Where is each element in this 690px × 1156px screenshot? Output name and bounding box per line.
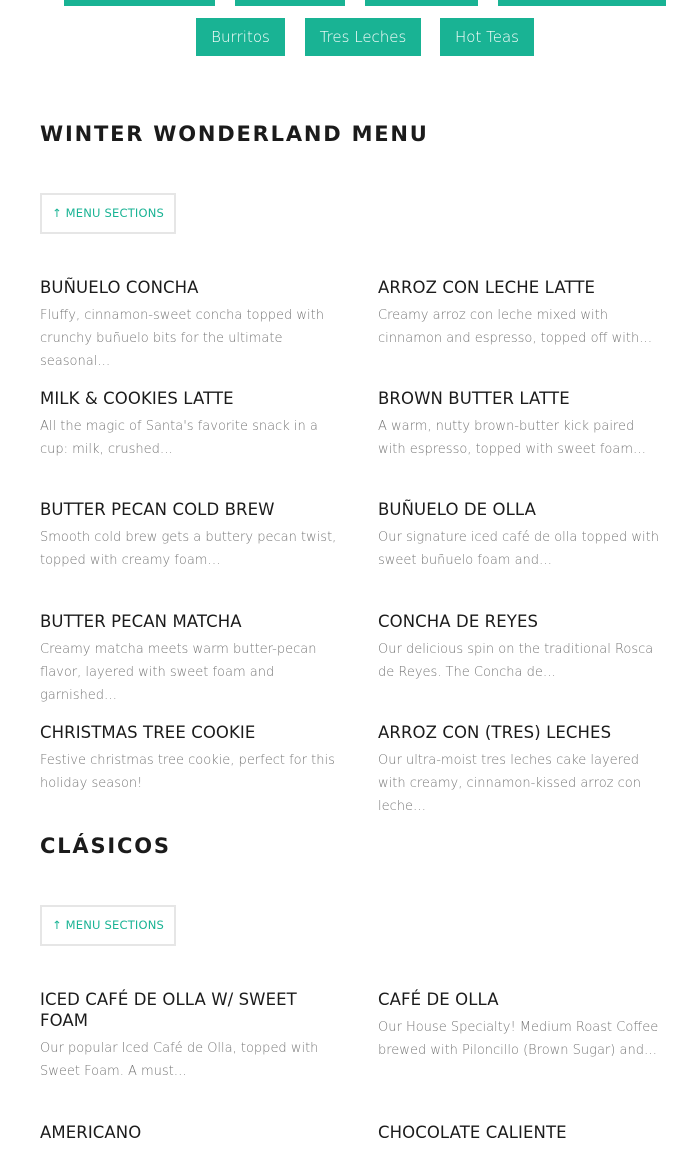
menu-item-name[interactable]: BROWN BUTTER LATTE	[378, 389, 570, 408]
menu-item-description: Our popular Iced Café de Olla, topped with Sweet Foam. A must…	[40, 1041, 319, 1079]
menu-item-description: Fluffy, cinnamon-sweet concha topped with crunchy buñuelo bits for the ultimate seasonal…	[40, 308, 324, 369]
menu-item-description: Our signature iced café de olla topped with sweet buñuelo foam and…	[378, 530, 660, 568]
menu-item-name[interactable]: BUÑUELO CONCHA	[40, 278, 199, 297]
menu-item-description: A warm, nutty brown-butter kick paired with espresso, topped with sweet foam…	[378, 419, 646, 457]
menu-item-name[interactable]: ICED CAFÉ DE OLLA W/ SWEET FOAM	[40, 990, 297, 1030]
tag-button-partial[interactable]	[365, 0, 478, 6]
menu-item[interactable]	[40, 722, 340, 795]
section-title-clasicos: CLÁSICOS	[40, 834, 171, 858]
menu-item[interactable]	[378, 388, 660, 461]
menu-item-description: Our delicious spin on the traditional Rosca de Reyes. The Concha de…	[378, 642, 654, 680]
menu-item[interactable]	[40, 1122, 340, 1149]
menu-item-name[interactable]: BUÑUELO DE OLLA	[378, 500, 536, 519]
menu-item[interactable]	[378, 611, 660, 684]
menu-item-name[interactable]: CHOCOLATE CALIENTE	[378, 1123, 567, 1142]
menu-item-name[interactable]: AMERICANO	[40, 1123, 142, 1142]
menu-item-description: Our ultra-moist tres leches cake layered with creamy, cinnamon-kissed arroz con leche…	[378, 753, 641, 814]
menu-item[interactable]	[40, 989, 340, 1083]
tag-tres-leches[interactable]: Tres Leches	[305, 18, 421, 56]
menu-item[interactable]	[378, 989, 660, 1062]
menu-item-name[interactable]: BUTTER PECAN COLD BREW	[40, 500, 275, 519]
tag-burritos[interactable]: Burritos	[196, 18, 285, 56]
menu-item[interactable]	[40, 388, 340, 461]
menu-sections-button[interactable]: ↑ MENU SECTIONS	[40, 905, 176, 946]
tag-button-partial[interactable]	[498, 0, 666, 6]
menu-item-name[interactable]: CHRISTMAS TREE COOKIE	[40, 723, 256, 742]
menu-item[interactable]	[378, 1122, 660, 1149]
menu-item[interactable]	[378, 277, 660, 350]
menu-item[interactable]	[40, 277, 340, 373]
menu-item-description: All the magic of Santa's favorite snack in a cup: milk, crushed…	[40, 419, 318, 457]
section-title-winter: WINTER WONDERLAND MENU	[40, 122, 429, 146]
menu-item-name[interactable]: ARROZ CON LECHE LATTE	[378, 278, 596, 297]
menu-item-description: Creamy arroz con leche mixed with cinnamon and espresso, topped off with…	[378, 308, 653, 346]
menu-item-name[interactable]: CAFÉ DE OLLA	[378, 990, 499, 1009]
tag-row-partial	[0, 0, 690, 6]
tag-row	[0, 18, 690, 56]
menu-item-name[interactable]: CONCHA DE REYES	[378, 612, 539, 631]
tag-button-partial[interactable]	[235, 0, 345, 6]
menu-item[interactable]	[40, 611, 340, 707]
menu-item-name[interactable]: ARROZ CON (TRES) LECHES	[378, 723, 612, 742]
menu-item-description: Our House Specialty! Medium Roast Coffee brewed with Piloncillo (Brown Sugar) and…	[378, 1020, 659, 1058]
menu-item[interactable]	[378, 722, 660, 818]
menu-item-description: Festive christmas tree cookie, perfect for this holiday season!	[40, 753, 335, 791]
menu-item-name[interactable]: BUTTER PECAN MATCHA	[40, 612, 242, 631]
menu-item[interactable]	[40, 499, 340, 572]
menu-item[interactable]	[378, 499, 660, 572]
menu-item-description: Smooth cold brew gets a buttery pecan twist, topped with creamy foam…	[40, 530, 337, 568]
tag-button-partial[interactable]	[64, 0, 215, 6]
menu-item-description: Creamy matcha meets warm butter-pecan flavor, layered with sweet foam and garnished…	[40, 642, 317, 703]
menu-item-name[interactable]: MILK & COOKIES LATTE	[40, 389, 234, 408]
menu-sections-button[interactable]: ↑ MENU SECTIONS	[40, 193, 176, 234]
tag-hot-teas[interactable]: Hot Teas	[440, 18, 534, 56]
